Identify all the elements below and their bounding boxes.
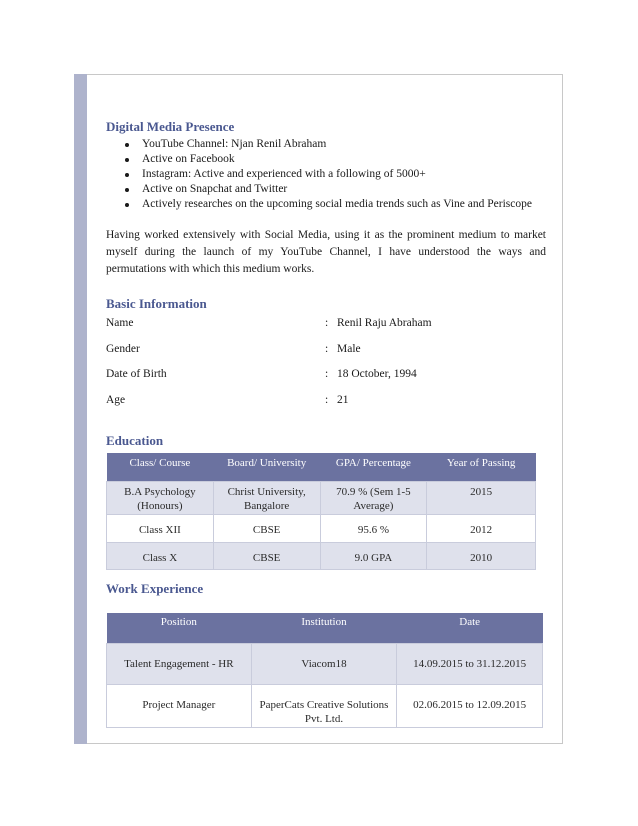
table-cell: 02.06.2015 to 12.09.2015: [397, 684, 543, 727]
table-cell: PaperCats Creative Solutions Pvt. Ltd.: [251, 684, 397, 727]
digital-media-paragraph: Having worked extensively with Social Media, using it as the prominent medium to market myself during the launch of my YouTube Channel, I have understood the ways and permutations with which this medium works.: [106, 229, 546, 275]
info-value: 21: [337, 394, 349, 406]
table-cell: 9.0 GPA: [320, 542, 427, 569]
digital-media-list: [106, 137, 532, 212]
table-cell: 2015: [427, 481, 536, 514]
table-row: [107, 481, 536, 514]
table-header-row: [107, 453, 536, 481]
column-header: Year of Passing: [427, 453, 536, 481]
info-separator: :: [325, 394, 329, 406]
info-value: Renil Raju Abraham: [337, 317, 432, 329]
table-cell: CBSE: [213, 542, 320, 569]
table-row: [107, 643, 543, 684]
education-heading: Education: [106, 433, 164, 448]
table-header-row: [107, 613, 543, 643]
list-item: Actively researches on the upcoming social media trends such as Vine and Periscope: [106, 197, 532, 212]
work-experience-heading: Work Experience: [106, 581, 204, 596]
table-cell: 14.09.2015 to 31.12.2015: [397, 643, 543, 684]
info-label: Date of Birth: [106, 368, 167, 380]
basic-info-heading: Basic Information: [106, 296, 207, 311]
table-cell: 70.9 % (Sem 1-5 Average): [320, 481, 427, 514]
table-cell: 95.6 %: [320, 514, 427, 542]
info-label: Name: [106, 317, 134, 329]
info-separator: :: [325, 317, 329, 329]
info-separator: :: [325, 368, 329, 380]
education-table: [106, 453, 536, 570]
info-value: 18 October, 1994: [337, 368, 417, 380]
column-header: Position: [107, 613, 252, 643]
table-cell: Class X: [107, 542, 214, 569]
table-cell: CBSE: [213, 514, 320, 542]
table-cell: Class XII: [107, 514, 214, 542]
list-item: Instagram: Active and experienced with a following of 5000+: [106, 167, 532, 182]
column-header: Board/ University: [213, 453, 320, 481]
column-header: GPA/ Percentage: [320, 453, 427, 481]
info-label: Gender: [106, 343, 140, 355]
digital-media-heading: Digital Media Presence: [106, 119, 235, 134]
list-item: YouTube Channel: Njan Renil Abraham: [106, 137, 532, 152]
info-value: Male: [337, 343, 361, 355]
column-header: Institution: [251, 613, 397, 643]
info-label: Age: [106, 394, 126, 406]
table-cell: 2012: [427, 514, 536, 542]
table-row: [107, 514, 536, 542]
info-separator: :: [325, 343, 329, 355]
list-item: Active on Facebook: [106, 152, 532, 167]
list-item: Active on Snapchat and Twitter: [106, 182, 532, 197]
decorative-side-bar: [74, 74, 87, 744]
table-cell: B.A Psychology (Honours): [107, 481, 214, 514]
column-header: Class/ Course: [107, 453, 214, 481]
table-row: [107, 542, 536, 569]
work-experience-table: [106, 613, 543, 728]
table-cell: 2010: [427, 542, 536, 569]
table-cell: Viacom18: [251, 643, 397, 684]
column-header: Date: [397, 613, 543, 643]
table-cell: Talent Engagement - HR: [107, 643, 252, 684]
table-cell: Project Manager: [107, 684, 252, 727]
table-cell: Christ University, Bangalore: [213, 481, 320, 514]
table-row: [107, 684, 543, 727]
